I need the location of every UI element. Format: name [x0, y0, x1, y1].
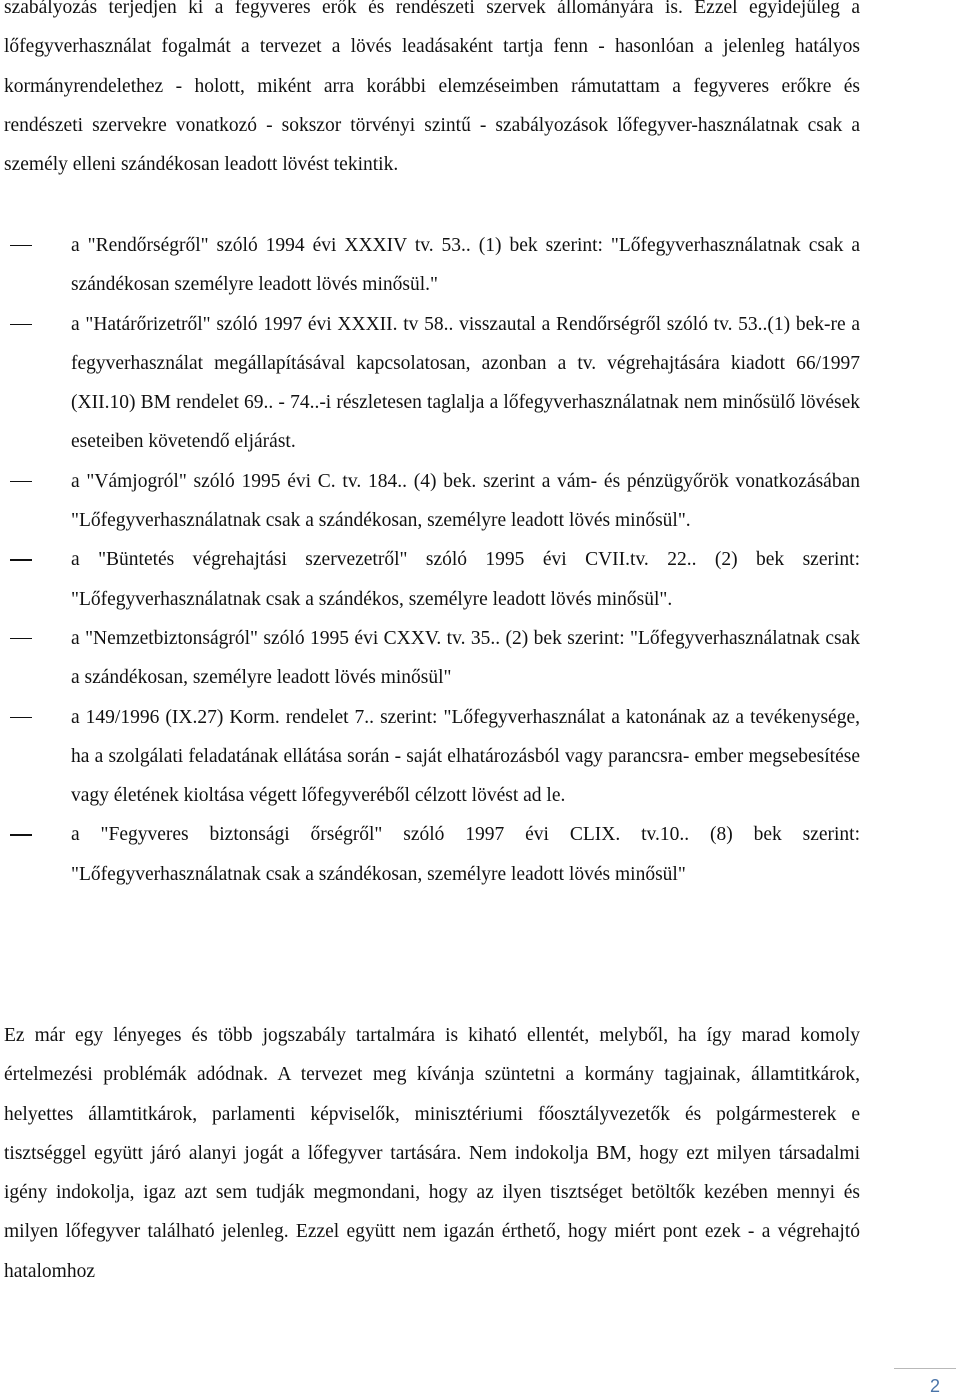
dash-bullet-icon — [10, 245, 32, 246]
list-item-text: a "Határőrizetről" szóló 1997 évi XXXII. tv 58.. visszautal a Rendőrségről szóló tv. 53..(1) bek-re a fegyverhasználat megállapításával kapcsolatosan, azonban a tv. végrehajtására kiadott 66/1997 (XII.10) BM rendelet 69.. - 74..-i részletesen taglalja a lőfegyverhasználatnak nem minősülő lövések eseteiben követendő eljárást. — [71, 313, 860, 453]
page-number-divider — [894, 1368, 956, 1369]
intro-paragraph: szabályozás terjedjen ki a fegyveres erők és rendészeti szervek állományára is. Ezzel egyidejűleg a lőfegyverhasználat fogalmát a tervezet a lövés leadásaként tartja fenn - hasonlóan a jelenleg hatályos kormányrendelethez - holott, miként arra korábbi elemzéseimben rámutattam a fegyveres erőkre és rendészeti szervekre vonatkozó - sokszor törvényi szintű - szabályozások lőfegyver-használatnak csak a személy elleni szándékosan leadott lövést tekintik. — [4, 0, 860, 176]
list-item — [4, 462, 860, 541]
list-item-text: a "Büntetés végrehajtási szervezetről" szóló 1995 évi CVII.tv. 22.. (2) bek szerint: "Lőfegyverhasználatnak csak a szándékos, személyre leadott lövés minősül". — [71, 549, 860, 610]
dash-bullet-icon — [10, 834, 32, 835]
dash-bullet-icon — [10, 638, 32, 639]
list-item-text: a "Rendőrségről" szóló 1994 évi XXXIV tv. 53.. (1) bek szerint: "Lőfegyverhasználatnak csak a szándékosan személyre leadott lövés minősül." — [71, 235, 860, 296]
closing-paragraph: Ez már egy lényeges és több jogszabály tartalmára is kiható ellentét, melyből, ha így marad komoly értelmezési problémák adódnak. A tervezet meg kívánja szüntetni a kormány tagjainak, államtitkárok, helyettes államtitkárok, parlamenti képviselők, minisztériumi főosztályvezetők és polgármesterek e tisztséggel együtt járó alanyi jogát a lőfegyver tartására. Nem indokolja BM, hogy ezt milyen társadalmi igény indokolja, igaz azt sem tudják megmondani, hogy az ilyen tisztséget betöltők kezében mennyi és milyen lőfegyver található jelenleg. Ezzel együtt nem igazán érthető, hogy miért pont ezek - a végrehajtó hatalomhoz — [4, 1025, 860, 1282]
dash-bullet-icon — [10, 717, 32, 718]
list-item — [4, 226, 860, 305]
dash-bullet-icon — [10, 324, 32, 325]
list-item — [4, 540, 860, 619]
law-reference-list — [4, 226, 860, 894]
list-item — [4, 698, 860, 816]
list-item-text: a 149/1996 (IX.27) Korm. rendelet 7.. szerint: "Lőfegyverhasználat a katonának az a tevékenysége, ha a szolgálati feladatának ellátása során - saját elhatározásból vagy parancsra- ember megsebesítése vagy életének kioltása végett lőfegyveréből célzott lövést ad le. — [71, 706, 860, 807]
list-item — [4, 815, 860, 894]
page-number: 2 — [929, 1376, 940, 1396]
dash-bullet-icon — [10, 559, 32, 560]
list-item — [4, 619, 860, 698]
list-item-text: a "Fegyveres biztonsági őrségről" szóló 1997 évi CLIX. tv.10.. (8) bek szerint: "Lőfegyverhasználatnak csak a szándékosan, személyre leadott lövés minősül" — [71, 824, 860, 885]
list-item-text: a "Vámjogról" szóló 1995 évi C. tv. 184.. (4) bek. szerint a vám- és pénzügyőrök vonatkozásában "Lőfegyverhasználatnak csak a szándékosan, személyre leadott lövés minősül". — [71, 470, 860, 532]
list-item-text: a "Nemzetbiztonságról" szóló 1995 évi CXXV. tv. 35.. (2) bek szerint: "Lőfegyverhasználatnak csak a szándékosan, személyre leadott lövés minősül" — [71, 627, 860, 689]
list-item — [4, 305, 860, 462]
dash-bullet-icon — [10, 481, 32, 482]
